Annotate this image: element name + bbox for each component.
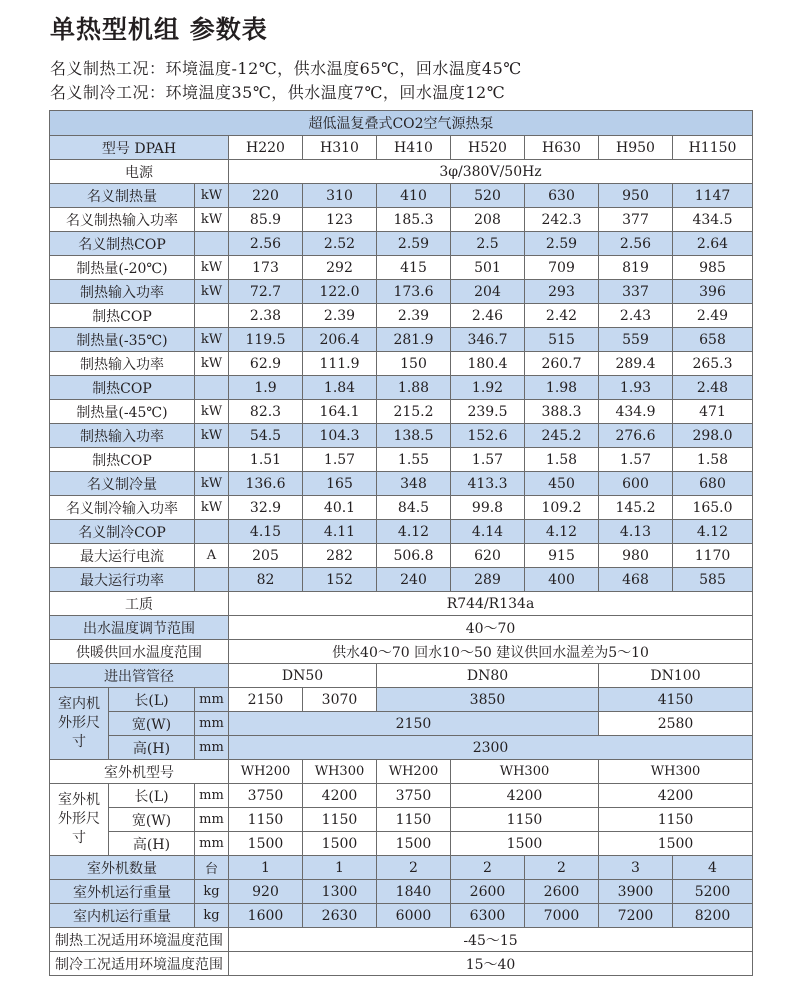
value-cell: 1.93 (599, 376, 673, 400)
value-cell: 2.56 (599, 232, 673, 256)
outdoor-width: 1150 (599, 808, 753, 832)
table-row (50, 880, 753, 904)
value-cell: 104.3 (303, 424, 377, 448)
table-row (50, 352, 753, 376)
model-cell: H410 (377, 136, 451, 160)
value-cell: 915 (525, 544, 599, 568)
outdoor-height: 1500 (599, 832, 753, 856)
model-cell: H1150 (673, 136, 753, 160)
dim-unit: mm (195, 784, 229, 808)
indoor-weight-value: 7000 (525, 904, 599, 928)
table-row (50, 856, 753, 880)
pipe-value: DN100 (599, 664, 753, 688)
row-unit: kW (195, 472, 229, 496)
row-unit: kW (195, 424, 229, 448)
value-cell: 245.2 (525, 424, 599, 448)
value-cell: 265.3 (673, 352, 753, 376)
value-cell: 2.59 (525, 232, 599, 256)
value-cell: 1.92 (451, 376, 525, 400)
row-unit: kW (195, 352, 229, 376)
value-cell: 82.3 (229, 400, 303, 424)
row-label: 制热COP (50, 304, 195, 328)
value-cell: 136.6 (229, 472, 303, 496)
indoor-height: 2300 (229, 736, 753, 760)
value-cell: 215.2 (377, 400, 451, 424)
value-cell: 709 (525, 256, 599, 280)
table-row (50, 400, 753, 424)
value-cell: 950 (599, 184, 673, 208)
pipe-label: 进出管管径 (50, 664, 229, 688)
table-row (50, 952, 753, 976)
dim-height-label: 高(H) (109, 832, 195, 856)
table-row (50, 424, 753, 448)
value-cell: 415 (377, 256, 451, 280)
outdoor-dim-label: 室外机外形尺寸 (50, 784, 109, 856)
value-cell: 819 (599, 256, 673, 280)
value-cell: 520 (451, 184, 525, 208)
table-row (50, 832, 753, 856)
value-cell: 239.5 (451, 400, 525, 424)
outdoor-height: 1500 (303, 832, 377, 856)
value-cell: 337 (599, 280, 673, 304)
refrigerant-value: R744/R134a (229, 592, 753, 616)
value-cell: 32.9 (229, 496, 303, 520)
table-row (50, 208, 753, 232)
value-cell: 2.39 (377, 304, 451, 328)
value-cell: 2.49 (673, 304, 753, 328)
value-cell: 1.55 (377, 448, 451, 472)
outdoor-model: WH300 (451, 760, 599, 784)
value-cell: 400 (525, 568, 599, 592)
model-cell: H630 (525, 136, 599, 160)
value-cell: 413.3 (451, 472, 525, 496)
value-cell: 680 (673, 472, 753, 496)
outdoor-count-value: 3 (599, 856, 673, 880)
cooling-condition: 名义制冷工况：环境温度35℃，供水温度7℃，回水温度12℃ (50, 83, 506, 102)
outdoor-weight-unit: kg (195, 880, 229, 904)
value-cell: 346.7 (451, 328, 525, 352)
outdoor-length: 4200 (451, 784, 599, 808)
row-label: 名义制热输入功率 (50, 208, 195, 232)
outdoor-weight-label: 室外机运行重量 (50, 880, 195, 904)
value-cell: 600 (599, 472, 673, 496)
dim-unit: mm (195, 808, 229, 832)
value-cell: 1170 (673, 544, 753, 568)
value-cell: 4.14 (451, 520, 525, 544)
value-cell: 281.9 (377, 328, 451, 352)
value-cell: 620 (451, 544, 525, 568)
value-cell: 348 (377, 472, 451, 496)
outdoor-model-label: 室外机型号 (50, 760, 229, 784)
supply-return-label: 供暖供回水温度范围 (50, 640, 229, 664)
table-row (50, 712, 753, 736)
model-cell: H520 (451, 136, 525, 160)
value-cell: 468 (599, 568, 673, 592)
value-cell: 109.2 (525, 496, 599, 520)
row-label: 制热COP (50, 448, 195, 472)
outdoor-height: 1500 (377, 832, 451, 856)
value-cell: 2.43 (599, 304, 673, 328)
outdoor-height: 1500 (451, 832, 599, 856)
value-cell: 205 (229, 544, 303, 568)
value-cell: 1.98 (525, 376, 599, 400)
heating-range-label: 制热工况适用环境温度范围 (50, 928, 229, 952)
dim-width-label: 宽(W) (109, 808, 195, 832)
dim-width-label: 宽(W) (109, 712, 195, 736)
value-cell: 630 (525, 184, 599, 208)
outlet-temp-value: 40～70 (229, 616, 753, 640)
table-row (50, 736, 753, 760)
value-cell: 276.6 (599, 424, 673, 448)
indoor-length: 3070 (303, 688, 377, 712)
row-label: 制热输入功率 (50, 424, 195, 448)
table-row (50, 304, 753, 328)
outdoor-weight-value: 2600 (525, 880, 599, 904)
value-cell: 4.11 (303, 520, 377, 544)
dim-length-label: 长(L) (109, 688, 195, 712)
row-label: 名义制冷COP (50, 520, 195, 544)
value-cell: 434.5 (673, 208, 753, 232)
value-cell: 658 (673, 328, 753, 352)
value-cell: 501 (451, 256, 525, 280)
value-cell: 152 (303, 568, 377, 592)
row-unit (195, 448, 229, 472)
value-cell: 62.9 (229, 352, 303, 376)
table-caption: 超低温复叠式CO2空气源热泵 (50, 111, 753, 136)
value-cell: 4.12 (673, 520, 753, 544)
outdoor-width: 1150 (377, 808, 451, 832)
row-label: 制热输入功率 (50, 280, 195, 304)
value-cell: 506.8 (377, 544, 451, 568)
row-unit: kW (195, 496, 229, 520)
value-cell: 410 (377, 184, 451, 208)
row-label: 名义制热COP (50, 232, 195, 256)
dim-unit: mm (195, 736, 229, 760)
outdoor-width: 1150 (303, 808, 377, 832)
value-cell: 1.88 (377, 376, 451, 400)
value-cell: 1.58 (525, 448, 599, 472)
value-cell: 173 (229, 256, 303, 280)
indoor-weight-value: 7200 (599, 904, 673, 928)
model-cell: H310 (303, 136, 377, 160)
outdoor-weight-value: 920 (229, 880, 303, 904)
row-unit: kW (195, 280, 229, 304)
value-cell: 292 (303, 256, 377, 280)
table-row (50, 280, 753, 304)
pipe-value: DN80 (377, 664, 599, 688)
outlet-temp-label: 出水温度调节范围 (50, 616, 229, 640)
indoor-length: 4150 (599, 688, 753, 712)
table-row (50, 472, 753, 496)
value-cell: 206.4 (303, 328, 377, 352)
indoor-weight-unit: kg (195, 904, 229, 928)
table-row (50, 256, 753, 280)
value-cell: 260.7 (525, 352, 599, 376)
value-cell: 2.59 (377, 232, 451, 256)
row-unit: kW (195, 208, 229, 232)
table-row (50, 760, 753, 784)
value-cell: 4.12 (377, 520, 451, 544)
row-unit (195, 376, 229, 400)
heating-condition: 名义制热工况：环境温度-12℃，供水温度65℃，回水温度45℃ (50, 59, 522, 78)
indoor-length: 3850 (377, 688, 599, 712)
row-label: 名义制冷输入功率 (50, 496, 195, 520)
outdoor-height: 1500 (229, 832, 303, 856)
dim-unit: mm (195, 688, 229, 712)
row-unit (195, 568, 229, 592)
row-label: 制热输入功率 (50, 352, 195, 376)
value-cell: 1.57 (451, 448, 525, 472)
value-cell: 164.1 (303, 400, 377, 424)
value-cell: 471 (673, 400, 753, 424)
value-cell: 377 (599, 208, 673, 232)
value-cell: 1.9 (229, 376, 303, 400)
value-cell: 111.9 (303, 352, 377, 376)
model-cell: H220 (229, 136, 303, 160)
value-cell: 138.5 (377, 424, 451, 448)
table-row (50, 616, 753, 640)
value-cell: 173.6 (377, 280, 451, 304)
value-cell: 4.12 (525, 520, 599, 544)
value-cell: 152.6 (451, 424, 525, 448)
indoor-length: 2150 (229, 688, 303, 712)
outdoor-count-value: 4 (673, 856, 753, 880)
dim-unit: mm (195, 712, 229, 736)
table-row (50, 328, 753, 352)
value-cell: 72.7 (229, 280, 303, 304)
value-cell: 84.5 (377, 496, 451, 520)
table-row (50, 448, 753, 472)
value-cell: 185.3 (377, 208, 451, 232)
value-cell: 122.0 (303, 280, 377, 304)
row-unit: kW (195, 328, 229, 352)
outdoor-model: WH200 (377, 760, 451, 784)
row-unit (195, 232, 229, 256)
value-cell: 2.52 (303, 232, 377, 256)
indoor-width: 2150 (229, 712, 599, 736)
outdoor-weight-value: 3900 (599, 880, 673, 904)
indoor-weight-label: 室内机运行重量 (50, 904, 195, 928)
value-cell: 2.64 (673, 232, 753, 256)
outdoor-weight-value: 1840 (377, 880, 451, 904)
row-unit: kW (195, 256, 229, 280)
value-cell: 2.42 (525, 304, 599, 328)
table-row (50, 232, 753, 256)
outdoor-count-value: 2 (377, 856, 451, 880)
value-cell: 2.5 (451, 232, 525, 256)
indoor-width: 2580 (599, 712, 753, 736)
value-cell: 396 (673, 280, 753, 304)
row-label: 名义制冷量 (50, 472, 195, 496)
value-cell: 515 (525, 328, 599, 352)
indoor-dim-label: 室内机外形尺寸 (50, 688, 109, 760)
indoor-weight-value: 6300 (451, 904, 525, 928)
row-unit: kW (195, 184, 229, 208)
outdoor-weight-value: 5200 (673, 880, 753, 904)
row-unit: kW (195, 400, 229, 424)
value-cell: 208 (451, 208, 525, 232)
value-cell: 4.13 (599, 520, 673, 544)
value-cell: 434.9 (599, 400, 673, 424)
value-cell: 289 (451, 568, 525, 592)
value-cell: 310 (303, 184, 377, 208)
value-cell: 2.38 (229, 304, 303, 328)
row-unit: A (195, 544, 229, 568)
value-cell: 298.0 (673, 424, 753, 448)
row-label: 制热量(-45℃) (50, 400, 195, 424)
spec-table (49, 110, 753, 976)
indoor-weight-value: 6000 (377, 904, 451, 928)
value-cell: 150 (377, 352, 451, 376)
outdoor-width: 1150 (451, 808, 599, 832)
table-row (50, 784, 753, 808)
row-unit (195, 304, 229, 328)
model-label: 型号 DPAH (50, 136, 229, 160)
value-cell: 2.48 (673, 376, 753, 400)
value-cell: 1.57 (599, 448, 673, 472)
table-row (50, 184, 753, 208)
outdoor-length: 4200 (303, 784, 377, 808)
value-cell: 1.84 (303, 376, 377, 400)
outdoor-length: 3750 (229, 784, 303, 808)
value-cell: 85.9 (229, 208, 303, 232)
outdoor-weight-value: 2600 (451, 880, 525, 904)
outdoor-model: WH300 (599, 760, 753, 784)
dim-unit: mm (195, 832, 229, 856)
refrigerant-label: 工质 (50, 592, 229, 616)
outdoor-count-value: 2 (451, 856, 525, 880)
table-row (50, 640, 753, 664)
value-cell: 82 (229, 568, 303, 592)
value-cell: 54.5 (229, 424, 303, 448)
heating-range-value: -45～15 (229, 928, 753, 952)
value-cell: 145.2 (599, 496, 673, 520)
value-cell: 1.58 (673, 448, 753, 472)
dim-length-label: 长(L) (109, 784, 195, 808)
cooling-range-value: 15～40 (229, 952, 753, 976)
value-cell: 123 (303, 208, 377, 232)
outdoor-count-value: 2 (525, 856, 599, 880)
value-cell: 2.56 (229, 232, 303, 256)
row-label: 制热量(-35℃) (50, 328, 195, 352)
table-row (50, 568, 753, 592)
row-label: 名义制热量 (50, 184, 195, 208)
indoor-weight-value: 8200 (673, 904, 753, 928)
outdoor-count-value: 1 (303, 856, 377, 880)
table-row (50, 688, 753, 712)
row-unit (195, 520, 229, 544)
value-cell: 220 (229, 184, 303, 208)
table-row (50, 496, 753, 520)
outdoor-model: WH200 (229, 760, 303, 784)
row-label: 最大运行功率 (50, 568, 195, 592)
value-cell: 165.0 (673, 496, 753, 520)
cooling-range-label: 制冷工况适用环境温度范围 (50, 952, 229, 976)
value-cell: 165 (303, 472, 377, 496)
table-row (50, 664, 753, 688)
table-row (50, 592, 753, 616)
outdoor-model: WH300 (303, 760, 377, 784)
outdoor-length: 3750 (377, 784, 451, 808)
value-cell: 180.4 (451, 352, 525, 376)
outdoor-width: 1150 (229, 808, 303, 832)
value-cell: 289.4 (599, 352, 673, 376)
table-row (50, 376, 753, 400)
row-label: 最大运行电流 (50, 544, 195, 568)
value-cell: 450 (525, 472, 599, 496)
row-label: 制热COP (50, 376, 195, 400)
dim-height-label: 高(H) (109, 736, 195, 760)
power-value: 3φ/380V/50Hz (229, 160, 753, 184)
value-cell: 119.5 (229, 328, 303, 352)
value-cell: 293 (525, 280, 599, 304)
table-row (50, 520, 753, 544)
value-cell: 559 (599, 328, 673, 352)
outdoor-length: 4200 (599, 784, 753, 808)
indoor-weight-value: 2630 (303, 904, 377, 928)
outdoor-count-unit: 台 (195, 856, 229, 880)
table-row (50, 904, 753, 928)
row-label: 制热量(-20℃) (50, 256, 195, 280)
value-cell: 99.8 (451, 496, 525, 520)
table-row (50, 928, 753, 952)
value-cell: 242.3 (525, 208, 599, 232)
value-cell: 4.15 (229, 520, 303, 544)
value-cell: 585 (673, 568, 753, 592)
value-cell: 388.3 (525, 400, 599, 424)
outdoor-weight-value: 1300 (303, 880, 377, 904)
value-cell: 1.51 (229, 448, 303, 472)
page-title: 单热型机组 参数表 (50, 15, 268, 44)
value-cell: 40.1 (303, 496, 377, 520)
outdoor-count-value: 1 (229, 856, 303, 880)
value-cell: 985 (673, 256, 753, 280)
outdoor-count-label: 室外机数量 (50, 856, 195, 880)
value-cell: 980 (599, 544, 673, 568)
supply-return-value: 供水40～70 回水10～50 建议供回水温差为5～10 (229, 640, 753, 664)
value-cell: 2.46 (451, 304, 525, 328)
value-cell: 282 (303, 544, 377, 568)
value-cell: 1147 (673, 184, 753, 208)
value-cell: 204 (451, 280, 525, 304)
table-row (50, 808, 753, 832)
value-cell: 2.39 (303, 304, 377, 328)
pipe-value: DN50 (229, 664, 377, 688)
power-label: 电源 (50, 160, 229, 184)
table-row (50, 544, 753, 568)
indoor-weight-value: 1600 (229, 904, 303, 928)
value-cell: 1.57 (303, 448, 377, 472)
value-cell: 240 (377, 568, 451, 592)
model-cell: H950 (599, 136, 673, 160)
